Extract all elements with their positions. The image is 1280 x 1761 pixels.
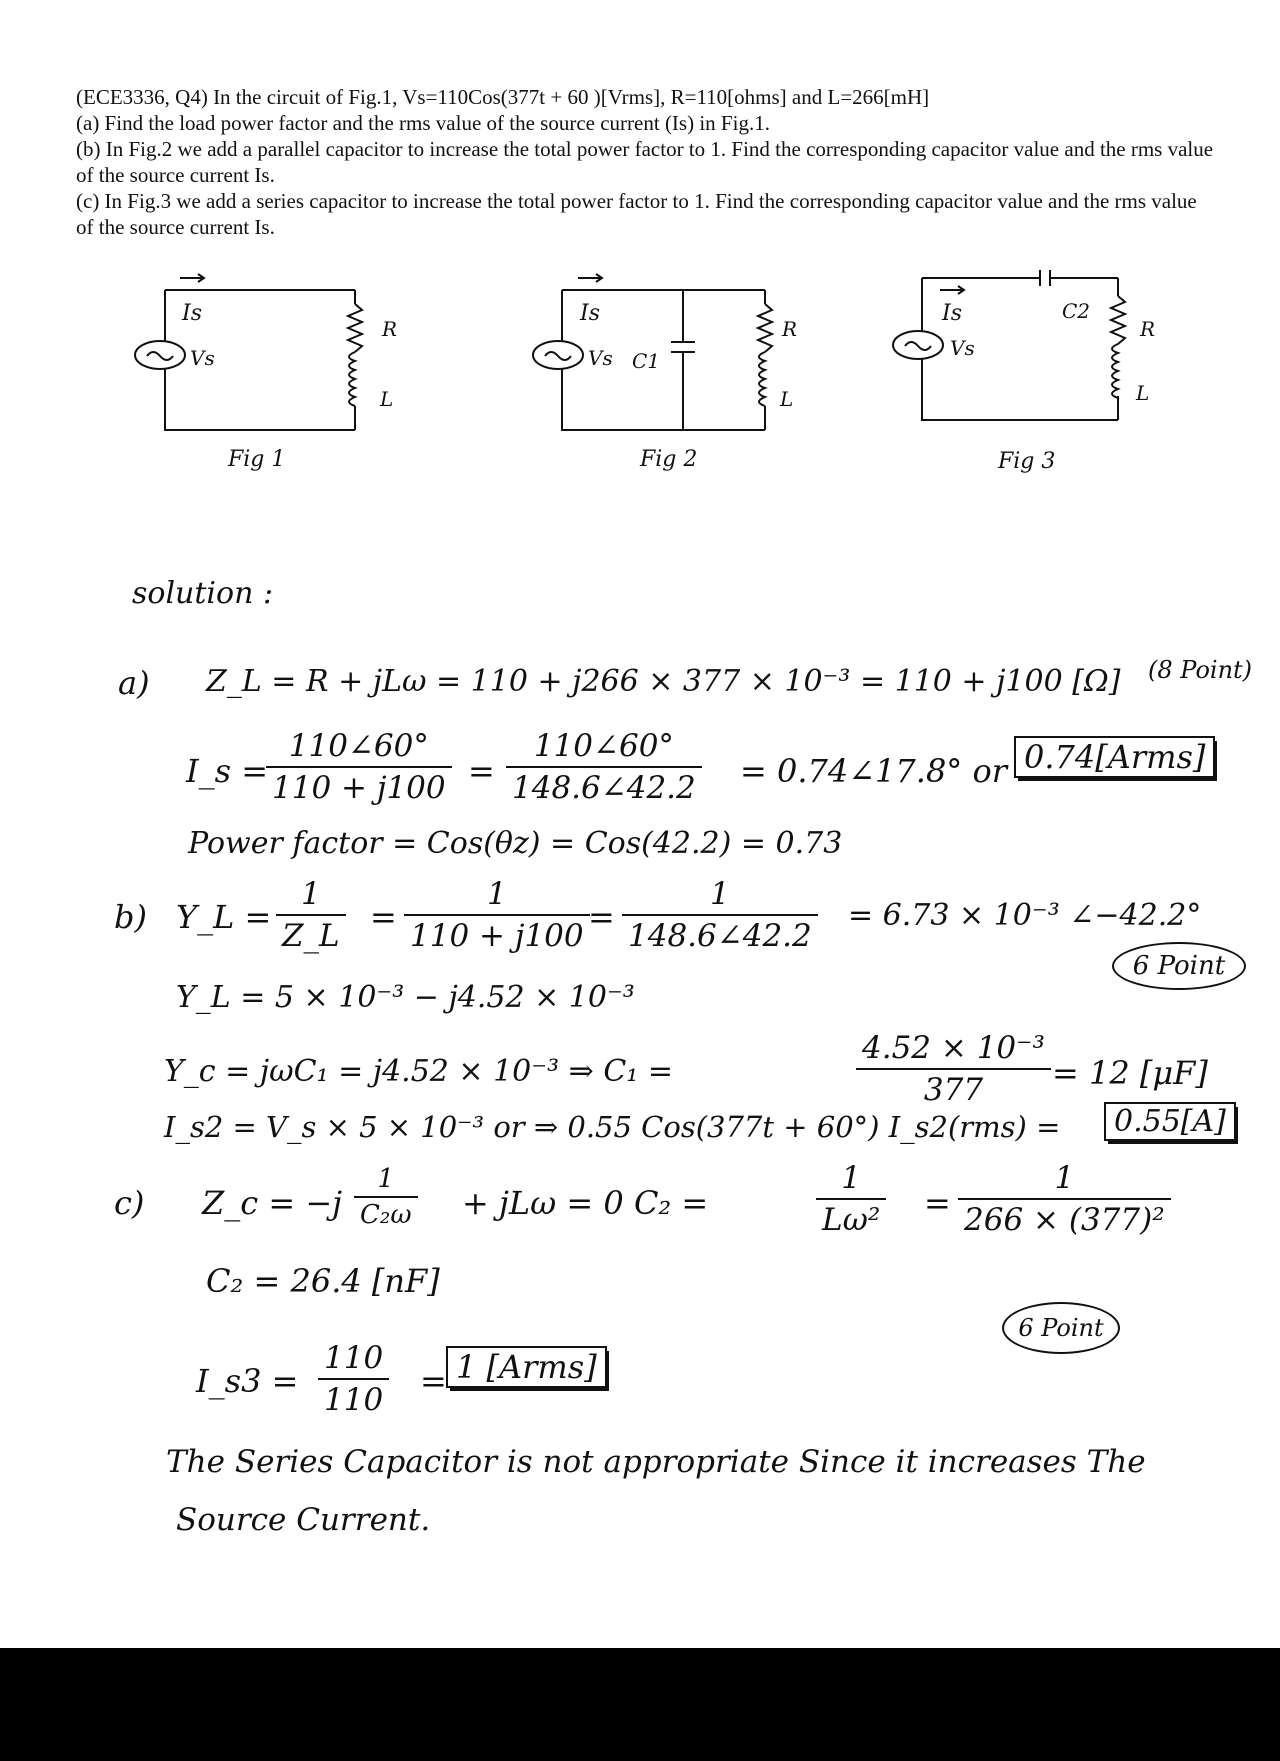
part-b-c1-result: = 12 [μF] xyxy=(1052,1054,1208,1092)
fig3-resistor xyxy=(1111,296,1125,344)
part-c-c2-f2-num: 1 xyxy=(958,1160,1171,1200)
part-b-equals-1: = xyxy=(370,898,397,936)
fig1-inductor xyxy=(349,352,355,406)
part-c-note-line-1: The Series Capacitor is not appropriate Since it increases The xyxy=(166,1444,1146,1480)
part-c-points: 6 Point xyxy=(1002,1302,1120,1354)
part-b-yl-fraction-2 xyxy=(404,876,590,954)
fig3-current-label: Is xyxy=(942,301,962,326)
part-a-is-result: = 0.74∠17.8° or xyxy=(740,752,1008,790)
part-b-yl-f1-num: 1 xyxy=(276,876,346,916)
fig1-inductor-label: L xyxy=(380,387,394,411)
fig2-capacitor xyxy=(671,342,695,352)
part-b-yl-f2-num: 1 xyxy=(404,876,590,916)
part-c-is3-den: 110 xyxy=(324,1382,384,1418)
part-c-zc-fraction xyxy=(354,1164,418,1230)
part-c-is3-fraction xyxy=(318,1340,389,1418)
fig2-current-label: Is xyxy=(580,301,600,326)
part-b-label: b) xyxy=(114,898,147,936)
fig3-source-label: Vs xyxy=(950,336,975,360)
problem-part-b: (b) In Fig.2 we add a parallel capacitor to increase the total power factor to 1. Find the corresponding capacitor value and the rms value of the source current Is. xyxy=(76,137,1214,187)
part-b-yl-f3-den: 148.6∠42.2 xyxy=(628,918,812,954)
fig2-resistor xyxy=(758,304,772,352)
part-c-c2-value: C₂ = 26.4 [nF] xyxy=(206,1262,440,1300)
part-b-is2: I_s2 = V_s × 5 × 10⁻³ or ⇒ 0.55 Cos(377t + 60°) I_s2(rms) = xyxy=(164,1110,1061,1144)
part-c-zc-num: 1 xyxy=(354,1164,418,1198)
part-c-is3-boxed: 1 [Arms] xyxy=(446,1346,607,1388)
part-c-c2-f1-den: Lω² xyxy=(822,1202,881,1238)
part-a-is-f1-num: 110∠60° xyxy=(266,728,452,768)
part-b-yl-f2-den: 110 + j100 xyxy=(410,918,584,954)
fig2-resistor-label: R xyxy=(782,317,798,341)
fig3-inductor-label: L xyxy=(1136,381,1150,405)
fig1-resistor xyxy=(348,304,362,352)
fig1-circuit xyxy=(135,274,397,472)
part-a-is-f2-den: 148.6∠42.2 xyxy=(512,770,696,806)
part-b-equals-2: = xyxy=(588,898,615,936)
fig3-caption: Fig 3 xyxy=(998,449,1056,474)
part-b-c1-num: 4.52 × 10⁻³ xyxy=(856,1030,1051,1070)
problem-statement xyxy=(76,84,1216,240)
fig3-capacitor-label: C2 xyxy=(1062,299,1091,323)
problem-line-intro: (ECE3336, Q4) In the circuit of Fig.1, Vs=110Cos(377t + 60 )[Vrms], R=110[ohms] and L=266[mH] xyxy=(76,85,930,109)
part-a-is-f1-den: 110 + j100 xyxy=(272,770,446,806)
part-b-yl-result: = 6.73 × 10⁻³ ∠−42.2° xyxy=(848,898,1202,933)
fig3-resistor-label: R xyxy=(1140,317,1156,341)
fig2-caption: Fig 2 xyxy=(640,447,698,472)
part-a-equals: = xyxy=(468,752,495,790)
part-b-yl-fraction-1 xyxy=(276,876,346,954)
part-c-zc-rest: + jLω = 0 C₂ = xyxy=(462,1184,709,1222)
part-c-c2-f2-den: 266 × (377)² xyxy=(964,1202,1165,1238)
part-c-zc-den: C₂ω xyxy=(360,1200,412,1230)
part-b-yl-fraction-3 xyxy=(622,876,818,954)
part-b-yl-f3-num: 1 xyxy=(622,876,818,916)
circuit-figures xyxy=(0,270,1280,480)
part-b-yl-f1-den: Z_L xyxy=(282,918,340,954)
part-b-points: 6 Point xyxy=(1112,942,1246,990)
fig1-caption: Fig 1 xyxy=(228,447,286,472)
part-b-c1-den: 377 xyxy=(923,1072,984,1108)
fig1-current-label: Is xyxy=(182,301,202,326)
fig2-inductor xyxy=(759,352,765,406)
fig3-capacitor xyxy=(1040,270,1050,286)
part-a-is-f2-num: 110∠60° xyxy=(506,728,702,768)
part-a-power-factor: Power factor = Cos(θz) = Cos(42.2) = 0.73 xyxy=(188,826,843,861)
part-c-note-line-2: Source Current. xyxy=(176,1502,431,1538)
part-b-is2-boxed: 0.55[A] xyxy=(1104,1102,1236,1141)
part-a-points: (8 Point) xyxy=(1148,656,1253,684)
part-c-equals: = xyxy=(924,1184,951,1222)
problem-part-a: (a) Find the load power factor and the rms value of the source current (Is) in Fig.1. xyxy=(76,111,770,135)
problem-part-c: (c) In Fig.3 we add a series capacitor to increase the total power factor to 1. Find the corresponding capacitor value and the rms value of the source current Is. xyxy=(76,189,1197,239)
fig3-inductor xyxy=(1112,344,1118,398)
part-b-c1-fraction xyxy=(856,1030,1051,1108)
part-c-c2-fraction-2 xyxy=(958,1160,1171,1238)
part-c-c2-f1-num: 1 xyxy=(816,1160,886,1200)
solution-heading: solution : xyxy=(132,576,274,611)
part-a-is-fraction-1 xyxy=(266,728,452,806)
fig2-circuit xyxy=(533,274,797,472)
fig2-source-label: Vs xyxy=(588,346,613,370)
part-a-is-fraction-2 xyxy=(506,728,702,806)
part-b-yc: Y_c = jωC₁ = j4.52 × 10⁻³ ⇒ C₁ = xyxy=(164,1054,673,1089)
part-c-is3-num: 110 xyxy=(318,1340,389,1380)
part-c-c2-fraction-1 xyxy=(816,1160,886,1238)
fig2-inductor-label: L xyxy=(780,387,794,411)
fig2-capacitor-label: C1 xyxy=(632,349,661,373)
fig3-circuit xyxy=(893,270,1155,474)
part-a-is-lhs: I_s = xyxy=(186,752,269,790)
part-a-impedance: Z_L = R + jLω = 110 + j266 × 377 × 10⁻³ = 110 + j100 [Ω] xyxy=(206,664,1121,699)
fig1-resistor-label: R xyxy=(382,317,398,341)
part-a-is-boxed: 0.74[Arms] xyxy=(1014,736,1215,778)
fig1-source-label: Vs xyxy=(190,346,215,370)
part-c-is3-lhs: I_s3 = xyxy=(196,1362,299,1400)
part-c-is3-equals: = xyxy=(420,1362,447,1400)
part-c-label: c) xyxy=(114,1184,145,1222)
part-b-yl-rectangular: Y_L = 5 × 10⁻³ − j4.52 × 10⁻³ xyxy=(176,980,635,1015)
part-c-zc: Z_c = −j xyxy=(202,1184,343,1222)
part-a-label: a) xyxy=(118,664,150,702)
part-b-yl-lhs: Y_L = xyxy=(176,898,272,936)
